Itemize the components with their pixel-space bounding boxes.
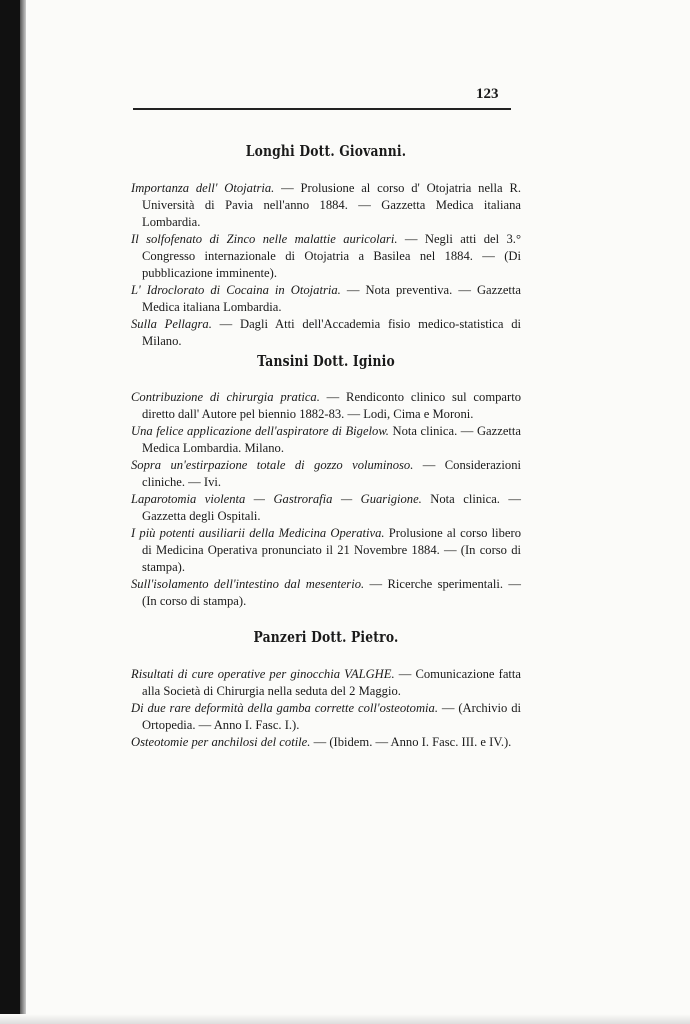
entry-title: Contribuzione di chirurgia pratica. (131, 390, 320, 404)
section-heading-tansini: Tansini Dott. Iginio (257, 353, 395, 370)
entry-title: I più potenti ausiliarii della Medicina Operativa. (131, 526, 385, 540)
bibliography-entry (131, 389, 521, 423)
scan-binding-shadow (20, 0, 26, 1024)
entries-longhi (131, 180, 521, 350)
entry-title: Sull'isolamento dell'intestino dal mesenterio. (131, 577, 365, 591)
bibliography-entry (131, 666, 521, 700)
entries-panzeri (131, 666, 521, 751)
scan-binding-edge (0, 0, 20, 1024)
entry-title: Di due rare deformità della gamba corrette coll'osteotomia. (131, 701, 438, 715)
entry-details: Nota clinica. — Gazzetta degli Ospitali. (142, 492, 522, 523)
entry-details: — (Archivio di Ortopedia. — Anno I. Fasc. I.). (142, 701, 521, 732)
bibliography-entry (131, 525, 521, 576)
bibliography-entry (131, 491, 521, 525)
scan-bottom-edge (0, 1014, 690, 1024)
entry-title: Sopra un'estirpazione totale di gozzo voluminoso. (131, 458, 414, 472)
entry-details: — Negli atti del 3.° Congresso internazionale di Otojatria a Basilea nel 1884. — (Di pubblicazione imminente). (142, 232, 521, 280)
bibliography-entry (131, 576, 521, 610)
entry-title: Laparotomia violenta — Gastrorafia — Guarigione. (131, 492, 422, 506)
entry-details: — Considerazioni cliniche. — Ivi. (142, 458, 521, 489)
bibliography-entry (131, 316, 521, 350)
entry-title: Osteotomie per anchilosi del cotile. (131, 735, 311, 749)
entry-details: Nota clinica. — Gazzetta Medica Lombardia. Milano. (142, 424, 521, 455)
entry-details: — Rendiconto clinico sul comparto diretto dall' Autore pel biennio 1882-83. — Lodi, Cima e Moroni. (142, 390, 521, 421)
entries-tansini (131, 389, 521, 610)
header-rule (133, 108, 511, 110)
entry-title: Importanza dell' Otojatria. (131, 181, 275, 195)
entry-title: L' Idroclorato di Cocaina in Otojatria. (131, 283, 341, 297)
page-number: 123 (476, 86, 499, 102)
section-heading-panzeri: Panzeri Dott. Pietro. (253, 629, 399, 646)
bibliography-entry (131, 700, 521, 734)
section-heading-longhi: Longhi Dott. Giovanni. (245, 143, 407, 160)
entry-title: Sulla Pellagra. (131, 317, 212, 331)
entry-details: Prolusione al corso libero di Medicina Operativa pronunciato il 21 Novembre 1884. — (In corso di stampa). (142, 526, 521, 574)
bibliography-entry (131, 457, 521, 491)
entry-title: Risultati di cure operative per ginocchia VALGHE. (131, 667, 395, 681)
entry-details: — Nota preventiva. — Gazzetta Medica italiana Lombardia. (142, 283, 521, 314)
entry-title: Una felice applicazione dell'aspiratore di Bigelow. (131, 424, 389, 438)
entry-details: — Comunicazione fatta alla Società di Chirurgia nella seduta del 2 Maggio. (142, 667, 521, 698)
entry-details: — Prolusione al corso d' Otojatria nella R. Università di Pavia nell'anno 1884. — Gazzetta Medica italiana Lombardia. (142, 181, 521, 229)
bibliography-entry (131, 734, 521, 751)
bibliography-entry (131, 423, 521, 457)
bibliography-entry (131, 282, 521, 316)
entry-details: — Dagli Atti dell'Accademia fisio medico-statistica di Milano. (142, 317, 521, 348)
entry-title: Il solfofenato di Zinco nelle malattie auricolari. (131, 232, 398, 246)
entry-details: — Ricerche sperimentali. — (In corso di stampa). (142, 577, 521, 608)
bibliography-entry (131, 180, 521, 231)
bibliography-entry (131, 231, 521, 282)
entry-details: — (Ibidem. — Anno I. Fasc. III. e IV.). (310, 735, 512, 749)
